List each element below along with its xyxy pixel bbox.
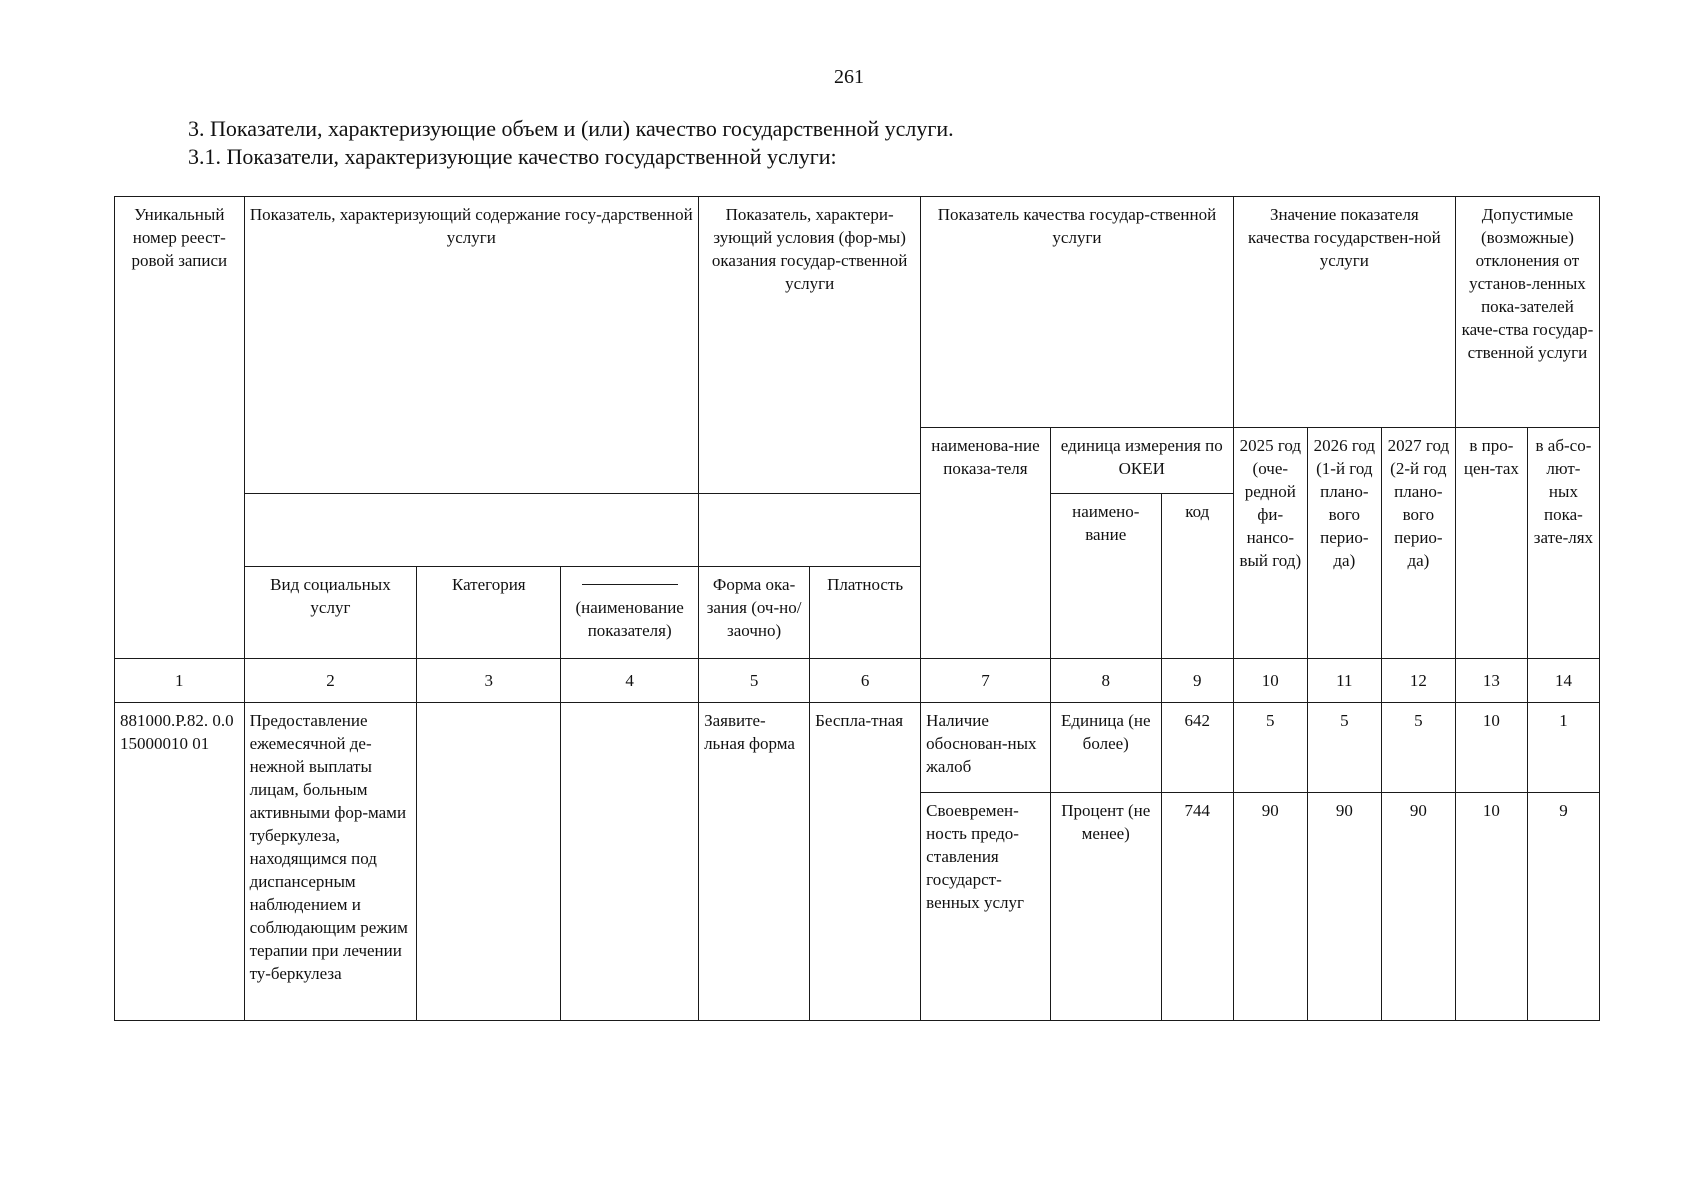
indicator-code: 642	[1161, 703, 1233, 793]
column-number: 13	[1455, 659, 1527, 703]
deviation-absolute: 9	[1527, 793, 1599, 1021]
column-number: 4	[561, 659, 699, 703]
header-okei-unit: единица измерения по ОКЕИ	[1050, 428, 1233, 494]
indicator-unit: Процент (не менее)	[1050, 793, 1161, 1021]
column-number: 14	[1527, 659, 1599, 703]
value-2025: 5	[1233, 703, 1307, 793]
header-in-absolute: в аб-со-лют-ных пока-зате-лях	[1527, 428, 1599, 659]
header-year-2025: 2025 год (оче-редной фи-нансо-вый год)	[1233, 428, 1307, 659]
deviation-percent: 10	[1455, 703, 1527, 793]
indicator-4-cell	[561, 703, 699, 1021]
header-year-2027: 2027 год (2-й год плано-вого перио-да)	[1381, 428, 1455, 659]
column-number: 9	[1161, 659, 1233, 703]
header-deviations: Допустимые (возможные) отклонения от установ-ленных пока-зателей каче-ства государ-ственной услуги	[1455, 197, 1599, 428]
header-okei-code: код	[1161, 494, 1233, 659]
header-social-services-type: Вид социальных услуг	[244, 567, 417, 659]
column-numbers-row	[115, 659, 1600, 703]
header-category: Категория	[417, 567, 561, 659]
service-form: Заявите-льная форма	[699, 703, 810, 1021]
header-payment: Платность	[810, 567, 921, 659]
header-okei-name: наимено-вание	[1050, 494, 1161, 659]
header-row-top	[115, 197, 1600, 428]
page-number: 261	[834, 66, 864, 88]
subsection-heading: 3.1. Показатели, характеризующие качество государственной услуги:	[188, 144, 837, 169]
header-quality-value: Значение показателя качества государствен-ной услуги	[1233, 197, 1455, 428]
section-heading: 3. Показатели, характеризующие объем и (или) качество государственной услуги.	[188, 116, 954, 141]
value-2027: 5	[1381, 703, 1455, 793]
indicator-unit: Единица (не более)	[1050, 703, 1161, 793]
column-number: 12	[1381, 659, 1455, 703]
header-content-indicator: Показатель, характеризующий содержание госу-дарственной услуги	[244, 197, 699, 494]
value-2027: 90	[1381, 793, 1455, 1021]
indicator-name: Своевремен-ность предо-ставления государст-венных услуг	[921, 793, 1051, 1021]
service-type: Предоставление ежемесячной де-нежной выплаты лицам, больным активными фор-мами туберкулеза, находящимся под диспансерным наблюдением и соблюдающим режим терапии при лечении ту-беркулеза	[244, 703, 417, 1021]
registry-number: 881000.Р.82. 0.015000010 01	[115, 703, 245, 1021]
content-indicator-spacer	[244, 494, 699, 567]
header-year-2026: 2026 год (1-й год плано-вого перио-да)	[1307, 428, 1381, 659]
conditions-indicator-spacer	[699, 494, 921, 567]
column-number: 3	[417, 659, 561, 703]
column-number: 7	[921, 659, 1051, 703]
value-2026: 90	[1307, 793, 1381, 1021]
service-payment: Беспла-тная	[810, 703, 921, 1021]
column-number: 11	[1307, 659, 1381, 703]
deviation-absolute: 1	[1527, 703, 1599, 793]
header-form: Форма ока-зания (оч-но/заочно)	[699, 567, 810, 659]
column-number: 2	[244, 659, 417, 703]
header-indicator-name: наименова-ние показа-теля	[921, 428, 1051, 659]
column-number: 6	[810, 659, 921, 703]
quality-indicators-table	[114, 196, 1600, 1021]
column-number: 8	[1050, 659, 1161, 703]
column-number: 10	[1233, 659, 1307, 703]
value-2025: 90	[1233, 793, 1307, 1021]
indicator-code: 744	[1161, 793, 1233, 1021]
indicator-name: Наличие обоснован-ных жалоб	[921, 703, 1051, 793]
header-in-percent: в про-цен-тах	[1455, 428, 1527, 659]
value-2026: 5	[1307, 703, 1381, 793]
header-quality-indicator: Показатель качества государ-ственной услуги	[921, 197, 1234, 428]
header-conditions-indicator: Показатель, характери-зующий условия (фор-мы) оказания государ-ственной услуги	[699, 197, 921, 494]
column-number: 5	[699, 659, 810, 703]
table-row	[115, 703, 1600, 793]
blank-line	[582, 584, 678, 585]
header-unique-number: Уникальный номер реест-ровой записи	[115, 197, 245, 659]
header-blank-indicator-label: (наименование показателя)	[575, 598, 684, 640]
header-blank-indicator	[561, 567, 699, 659]
category-cell	[417, 703, 561, 1021]
column-number: 1	[115, 659, 245, 703]
deviation-percent: 10	[1455, 793, 1527, 1021]
